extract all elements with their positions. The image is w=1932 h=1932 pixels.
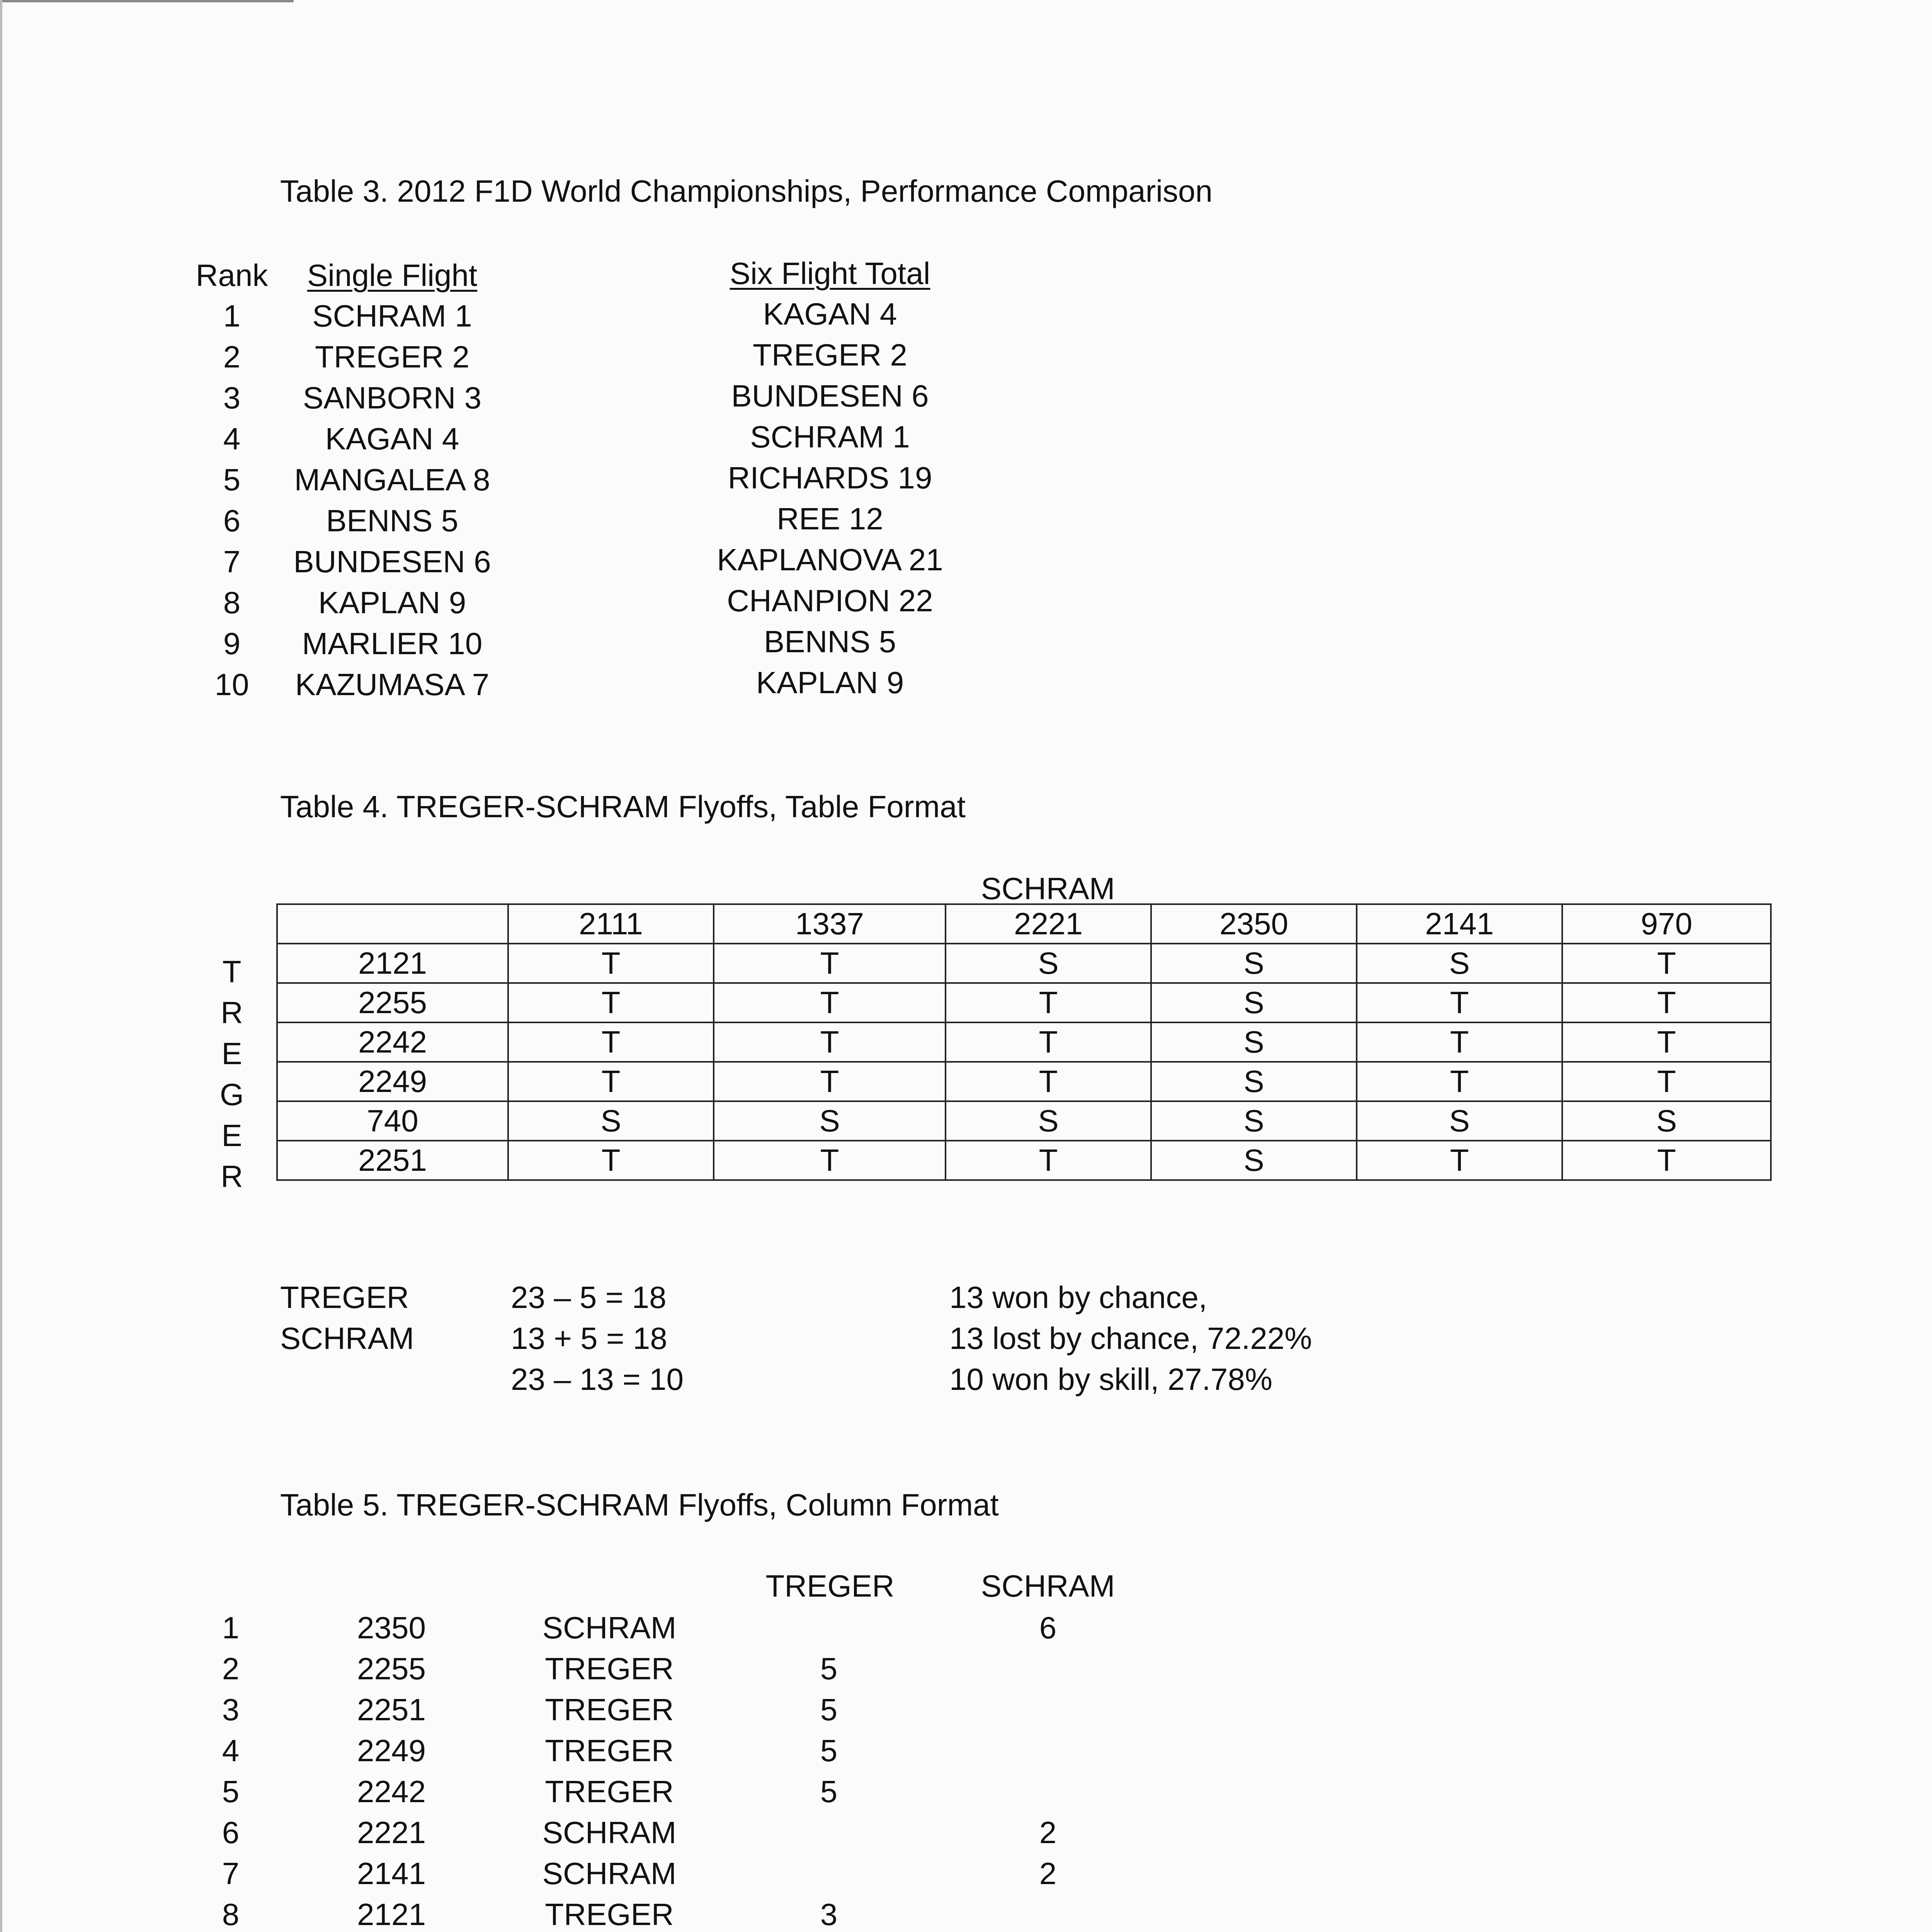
result-cell: T: [714, 1022, 946, 1062]
row-header-cell: 2249: [277, 1062, 508, 1101]
summary-note: 13 lost by chance, 72.22%: [949, 1321, 1312, 1355]
flyoff-grid-table: [276, 903, 1772, 1181]
result-cell: T: [714, 1062, 946, 1101]
winner-name-cell: TREGER: [545, 1897, 674, 1932]
single-flight-cell: KAZUMASA 7: [295, 667, 490, 702]
schram-points-cell: 2: [1039, 1815, 1057, 1850]
column-header-cell: 2221: [946, 904, 1151, 944]
result-cell: S: [946, 944, 1151, 983]
single-flight-cell: KAGAN 4: [325, 422, 459, 456]
result-cell: T: [508, 944, 714, 983]
table-4-row: [277, 1141, 1771, 1180]
six-flight-total-cell: REE 12: [777, 502, 883, 536]
rank-cell: 1: [223, 299, 241, 333]
single-flight-cell: TREGER 2: [315, 340, 470, 374]
six-flight-total-cell: CHANPION 22: [727, 583, 933, 618]
winner-name-cell: TREGER: [545, 1774, 674, 1809]
scan-edge-left: [0, 0, 2, 1932]
table-5-title: Table 5. TREGER-SCHRAM Flyoffs, Column Format: [280, 1488, 999, 1522]
row-number-cell: 6: [222, 1815, 240, 1850]
rank-header: Rank: [196, 258, 268, 293]
result-cell: T: [946, 1062, 1151, 1101]
result-cell: T: [946, 983, 1151, 1022]
treger-points-cell: 5: [820, 1733, 838, 1768]
treger-points-cell: 5: [820, 1774, 838, 1809]
result-cell: T: [1357, 1062, 1562, 1101]
scan-edge-top: [0, 0, 294, 2]
row-header-cell: 740: [277, 1101, 508, 1141]
row-number-cell: 1: [222, 1611, 240, 1645]
rank-cell: 10: [214, 667, 249, 702]
schram-column-group-label: SCHRAM: [981, 871, 1115, 906]
result-cell: T: [1562, 944, 1771, 983]
result-cell: S: [1562, 1101, 1771, 1141]
result-cell: S: [1151, 944, 1357, 983]
summary-equation: 23 – 13 = 10: [511, 1362, 684, 1396]
rank-cell: 2: [223, 340, 241, 374]
column-header-cell: 2111: [508, 904, 714, 944]
rank-cell: 4: [223, 422, 241, 456]
summary-note: 10 won by skill, 27.78%: [949, 1362, 1273, 1396]
flight-time-cell: 2249: [357, 1733, 426, 1768]
table-4-row: [277, 1101, 1771, 1141]
result-cell: S: [1151, 1141, 1357, 1180]
result-cell: T: [508, 1062, 714, 1101]
row-number-cell: 4: [222, 1733, 240, 1768]
six-flight-total-cell: TREGER 2: [752, 338, 908, 372]
table-4-title: Table 4. TREGER-SCHRAM Flyoffs, Table Format: [280, 789, 966, 824]
treger-points-cell: 3: [820, 1897, 838, 1932]
single-flight-cell: KAPLAN 9: [318, 585, 466, 620]
six-flight-total-cell: KAPLAN 9: [756, 665, 904, 700]
treger-points-cell: 5: [820, 1692, 838, 1727]
column-header-cell: 970: [1562, 904, 1771, 944]
winner-name-cell: SCHRAM: [542, 1815, 677, 1850]
column-header-cell: 2141: [1357, 904, 1562, 944]
rank-cell: 7: [223, 544, 241, 579]
table-3-title: Table 3. 2012 F1D World Championships, Performance Comparison: [280, 174, 1213, 208]
row-number-cell: 7: [222, 1856, 240, 1891]
row-group-letter: G: [219, 1077, 244, 1112]
winner-name-cell: TREGER: [545, 1733, 674, 1768]
result-cell: T: [1357, 983, 1562, 1022]
result-cell: S: [1151, 1101, 1357, 1141]
result-cell: T: [1562, 1141, 1771, 1180]
row-number-cell: 3: [222, 1692, 240, 1727]
single-flight-cell: MANGALEA 8: [294, 463, 490, 497]
row-header-cell: 2255: [277, 983, 508, 1022]
result-cell: S: [1357, 944, 1562, 983]
summary-name: TREGER: [280, 1280, 409, 1315]
table-4-row: [277, 1062, 1771, 1101]
schram-column-header: SCHRAM: [981, 1569, 1115, 1603]
row-group-letter: E: [221, 1036, 242, 1071]
single-flight-cell: MARLIER 10: [302, 626, 483, 661]
result-cell: T: [1562, 1022, 1771, 1062]
winner-name-cell: SCHRAM: [542, 1856, 677, 1891]
header-corner-cell: [277, 904, 508, 944]
six-flight-total-cell: KAPLANOVA 21: [717, 543, 943, 577]
result-cell: T: [508, 1022, 714, 1062]
six-flight-total-cell: BENNS 5: [764, 624, 896, 659]
winner-name-cell: TREGER: [545, 1692, 674, 1727]
rank-cell: 3: [223, 381, 241, 415]
result-cell: T: [714, 944, 946, 983]
result-cell: T: [714, 1141, 946, 1180]
result-cell: T: [946, 1022, 1151, 1062]
row-number-cell: 5: [222, 1774, 240, 1809]
table-4-row: [277, 944, 1771, 983]
flight-time-cell: 2141: [357, 1856, 426, 1891]
six-flight-total-cell: SCHRAM 1: [750, 420, 910, 454]
result-cell: T: [508, 1141, 714, 1180]
result-cell: S: [946, 1101, 1151, 1141]
summary-equation: 23 – 5 = 18: [511, 1280, 667, 1315]
result-cell: T: [1562, 1062, 1771, 1101]
rank-cell: 6: [223, 503, 241, 538]
rank-cell: 8: [223, 585, 241, 620]
flight-time-cell: 2221: [357, 1815, 426, 1850]
row-header-cell: 2121: [277, 944, 508, 983]
summary-name: SCHRAM: [280, 1321, 414, 1355]
six-flight-total-header: Six Flight Total: [730, 256, 930, 291]
result-cell: T: [1562, 983, 1771, 1022]
row-group-letter: T: [222, 954, 242, 989]
treger-points-cell: 5: [820, 1651, 838, 1686]
result-cell: S: [1151, 1062, 1357, 1101]
table-4-row: [277, 983, 1771, 1022]
flight-time-cell: 2251: [357, 1692, 426, 1727]
treger-column-header: TREGER: [765, 1569, 895, 1603]
row-group-letter: E: [221, 1118, 242, 1153]
result-cell: S: [1151, 983, 1357, 1022]
schram-points-cell: 6: [1039, 1611, 1057, 1645]
winner-name-cell: TREGER: [545, 1651, 674, 1686]
result-cell: T: [1357, 1022, 1562, 1062]
six-flight-total-cell: KAGAN 4: [763, 297, 897, 331]
result-cell: T: [1357, 1141, 1562, 1180]
row-group-letter: R: [221, 1159, 243, 1194]
result-cell: S: [1357, 1101, 1562, 1141]
column-header-cell: 1337: [714, 904, 946, 944]
rank-cell: 5: [223, 463, 241, 497]
row-number-cell: 2: [222, 1651, 240, 1686]
six-flight-total-cell: RICHARDS 19: [728, 461, 932, 495]
single-flight-cell: SANBORN 3: [303, 381, 482, 415]
winner-name-cell: SCHRAM: [542, 1611, 677, 1645]
result-cell: T: [946, 1141, 1151, 1180]
single-flight-cell: BUNDESEN 6: [293, 544, 491, 579]
flight-time-cell: 2350: [357, 1611, 426, 1645]
result-cell: S: [1151, 1022, 1357, 1062]
single-flight-cell: SCHRAM 1: [312, 299, 472, 333]
result-cell: S: [714, 1101, 946, 1141]
result-cell: S: [508, 1101, 714, 1141]
column-header-cell: 2350: [1151, 904, 1357, 944]
summary-equation: 13 + 5 = 18: [511, 1321, 667, 1355]
row-number-cell: 8: [222, 1897, 240, 1932]
table-4-header-row: [277, 904, 1771, 944]
schram-points-cell: 2: [1039, 1856, 1057, 1891]
single-flight-header: Single Flight: [307, 258, 478, 293]
row-group-letter: R: [221, 995, 243, 1030]
result-cell: T: [714, 983, 946, 1022]
single-flight-cell: BENNS 5: [326, 503, 459, 538]
flight-time-cell: 2242: [357, 1774, 426, 1809]
flight-time-cell: 2255: [357, 1651, 426, 1686]
row-header-cell: 2242: [277, 1022, 508, 1062]
table-4-row: [277, 1022, 1771, 1062]
summary-note: 13 won by chance,: [949, 1280, 1208, 1315]
result-cell: T: [508, 983, 714, 1022]
flight-time-cell: 2121: [357, 1897, 426, 1932]
six-flight-total-cell: BUNDESEN 6: [731, 379, 929, 413]
rank-cell: 9: [223, 626, 241, 661]
row-header-cell: 2251: [277, 1141, 508, 1180]
